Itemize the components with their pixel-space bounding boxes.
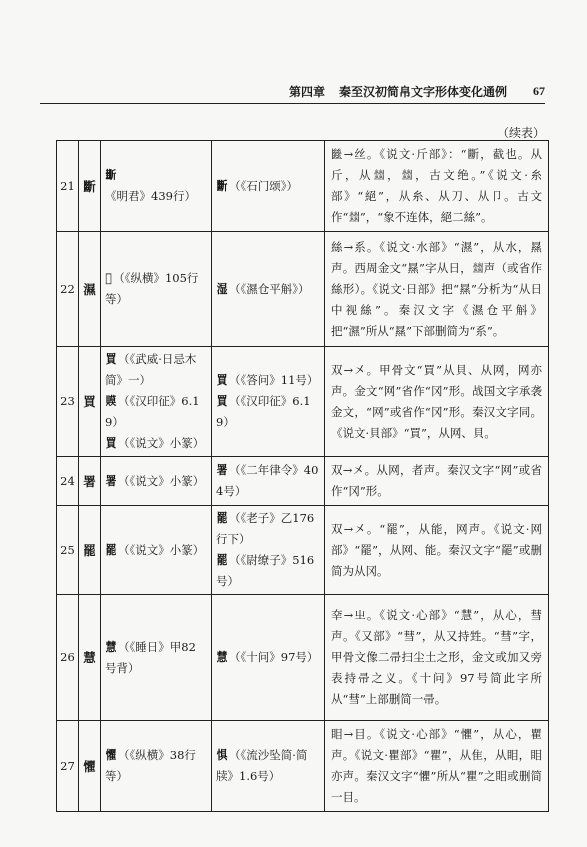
form-example [105, 349, 206, 391]
explanation-cell: 䀠→目。《说文·心部》“懼”，从心，瞿声。《说文·瞿部》“瞿”，从隹，从䀠，䀠亦声。秦汉文字“懼”所从“瞿”之䀠或删简一目。 [325, 721, 549, 812]
continued-label: （续表） [496, 126, 545, 140]
citation-text: （《答问》11号） [229, 373, 319, 387]
table-row [57, 506, 549, 595]
simplified-form-cell [212, 506, 325, 595]
simplified-form-cell [212, 721, 325, 812]
glyph-image: 罷 [216, 553, 228, 567]
glyph-image: 買 [216, 373, 228, 387]
citation-text: （《石门颂》） [229, 178, 299, 193]
source-form-cell [101, 141, 212, 232]
citation-text: （《汉印征》6.19） [105, 394, 200, 429]
explanation-cell: 双→㐅。从网，者声。秦汉文字“网”或省作“冈”形。 [325, 457, 549, 506]
table-row [57, 721, 549, 812]
glyph-image: 罷 [105, 542, 117, 557]
simplified-form-cell [212, 595, 325, 721]
glyph-image: 署 [216, 463, 228, 477]
form-example [105, 268, 206, 310]
character-table [56, 140, 549, 812]
form-example [105, 391, 206, 433]
form-example [216, 370, 319, 391]
glyph-image: 惧 [216, 748, 228, 762]
glyph-image: 署 [105, 473, 117, 488]
citation-text: （《尉缭子》516号） [216, 553, 315, 588]
form-example [216, 745, 319, 787]
citation-text: 《明君》439行） [105, 189, 196, 203]
form-example [105, 433, 206, 454]
glyph-image: 慧 [216, 650, 228, 664]
form-example [216, 176, 319, 197]
glyph-image: 𤀁 [105, 271, 112, 285]
table-row [57, 141, 549, 232]
glyph-image: 買 [216, 394, 228, 408]
head-character: 斷 [79, 141, 101, 232]
form-example [216, 647, 319, 668]
form-example [105, 471, 206, 492]
simplified-form-cell [212, 457, 325, 506]
head-character: 買 [79, 347, 101, 457]
form-example [105, 540, 206, 561]
citation-text: （《十问》97号） [229, 650, 319, 664]
citation-text: （《老子》乙176行下） [216, 511, 315, 546]
explanation-cell: 双→㐅。甲骨文“買”从貝、从网，网亦声。金文“网”省作“冈”形。战国文字承袭金文，“网”或省作“冈”形。秦汉文字同。《说文·貝部》“買”，从网、貝。 [325, 347, 549, 457]
citation-text: （《武威·日忌木简》一） [105, 352, 197, 387]
row-number: 27 [57, 721, 79, 812]
glyph-image: 買 [105, 436, 117, 450]
citation-text: （《二年律令》404号） [216, 463, 319, 498]
chapter-label: 第四章 [288, 85, 325, 99]
table-body [57, 141, 549, 812]
form-example [216, 391, 319, 433]
citation-text: （《睡日》甲82号背） [105, 639, 196, 675]
page-header [40, 83, 545, 104]
form-example [216, 460, 319, 502]
citation-text: （《说文》小篆） [118, 436, 205, 450]
form-example [105, 637, 206, 679]
glyph-image: 罷 [216, 511, 228, 525]
row-number: 23 [57, 347, 79, 457]
explanation-cell: 絲→系。《说文·水部》“濕”，从水，㬎声。西周金文“㬎”字从日，𢇍声（或省作絲形）。《说文·日部》把“㬎”分析为“从日中视絲”。秦汉文字《濕仓平斛》把“濕”所从“㬎”下部删简为“系”。 [325, 232, 549, 347]
simplified-form-cell [212, 347, 325, 457]
form-example [216, 508, 319, 550]
glyph-image: 懼 [105, 748, 117, 762]
head-character: 懼 [79, 721, 101, 812]
form-example [105, 165, 206, 207]
head-character: 濕 [79, 232, 101, 347]
table-row [57, 232, 549, 347]
table-row [57, 595, 549, 721]
chapter-title: 秦至汉初简帛文字形体变化通例 [338, 85, 507, 99]
source-form-cell [101, 347, 212, 457]
citation-text: （《说文》小篆） [118, 542, 205, 557]
head-character: 署 [79, 457, 101, 506]
citation-text: （《濕仓平斛》） [229, 281, 310, 296]
citation-text: （《纵横》105行等） [105, 271, 199, 306]
head-character: 罷 [79, 506, 101, 595]
table-row [57, 457, 549, 506]
source-form-cell [101, 595, 212, 721]
simplified-form-cell [212, 232, 325, 347]
explanation-cell: 㡭→丝。《说文·斤部》：“斷，截也。从斤，从𢇍，𢇍，古文绝。”《说文·糸部》“絕”，从糸、从刀、从卩。古文作“𢇍”，“象不连体，絕二絲”。 [325, 141, 549, 232]
row-number: 24 [57, 457, 79, 506]
simplified-form-cell [212, 141, 325, 232]
glyph-image: 慧 [105, 639, 117, 654]
citation-text: （《流沙坠简·简牍》1.6号） [216, 748, 308, 783]
row-number: 25 [57, 506, 79, 595]
source-form-cell [101, 232, 212, 347]
glyph-image: 湿 [216, 281, 228, 296]
row-number: 21 [57, 141, 79, 232]
page-number: 67 [533, 84, 545, 98]
source-form-cell [101, 457, 212, 506]
glyph-image: 𧷸 [105, 394, 117, 408]
source-form-cell [101, 721, 212, 812]
explanation-cell: 㚔→㞢。《说文·心部》“慧”，从心，彗声。《又部》“彗”，从又持甡。“彗”字，甲骨文像二帚扫尘土之形，金文或加又旁表持帚之义。《十问》97号简此字所从“彗”上部删简一帚。 [325, 595, 549, 721]
glyph-image: 買 [105, 352, 117, 366]
row-number: 22 [57, 232, 79, 347]
citation-text: （《纵横》38行等） [105, 748, 196, 783]
glyph-image: 𣃔 [105, 168, 117, 182]
source-form-cell [101, 506, 212, 595]
form-example [105, 745, 206, 787]
table-row [57, 347, 549, 457]
head-character: 慧 [79, 595, 101, 721]
form-example [216, 279, 319, 300]
citation-text: （《说文》小篆） [118, 473, 205, 488]
form-example [216, 550, 319, 592]
glyph-image: 斷 [216, 178, 228, 193]
row-number: 26 [57, 595, 79, 721]
citation-text: （《汉印征》6.19） [216, 394, 311, 429]
explanation-cell: 双→㐅。“罷”，从能，网声。《说文·网部》“罷”，从网、能。秦汉文字“罷”或删简为从冈。 [325, 506, 549, 595]
